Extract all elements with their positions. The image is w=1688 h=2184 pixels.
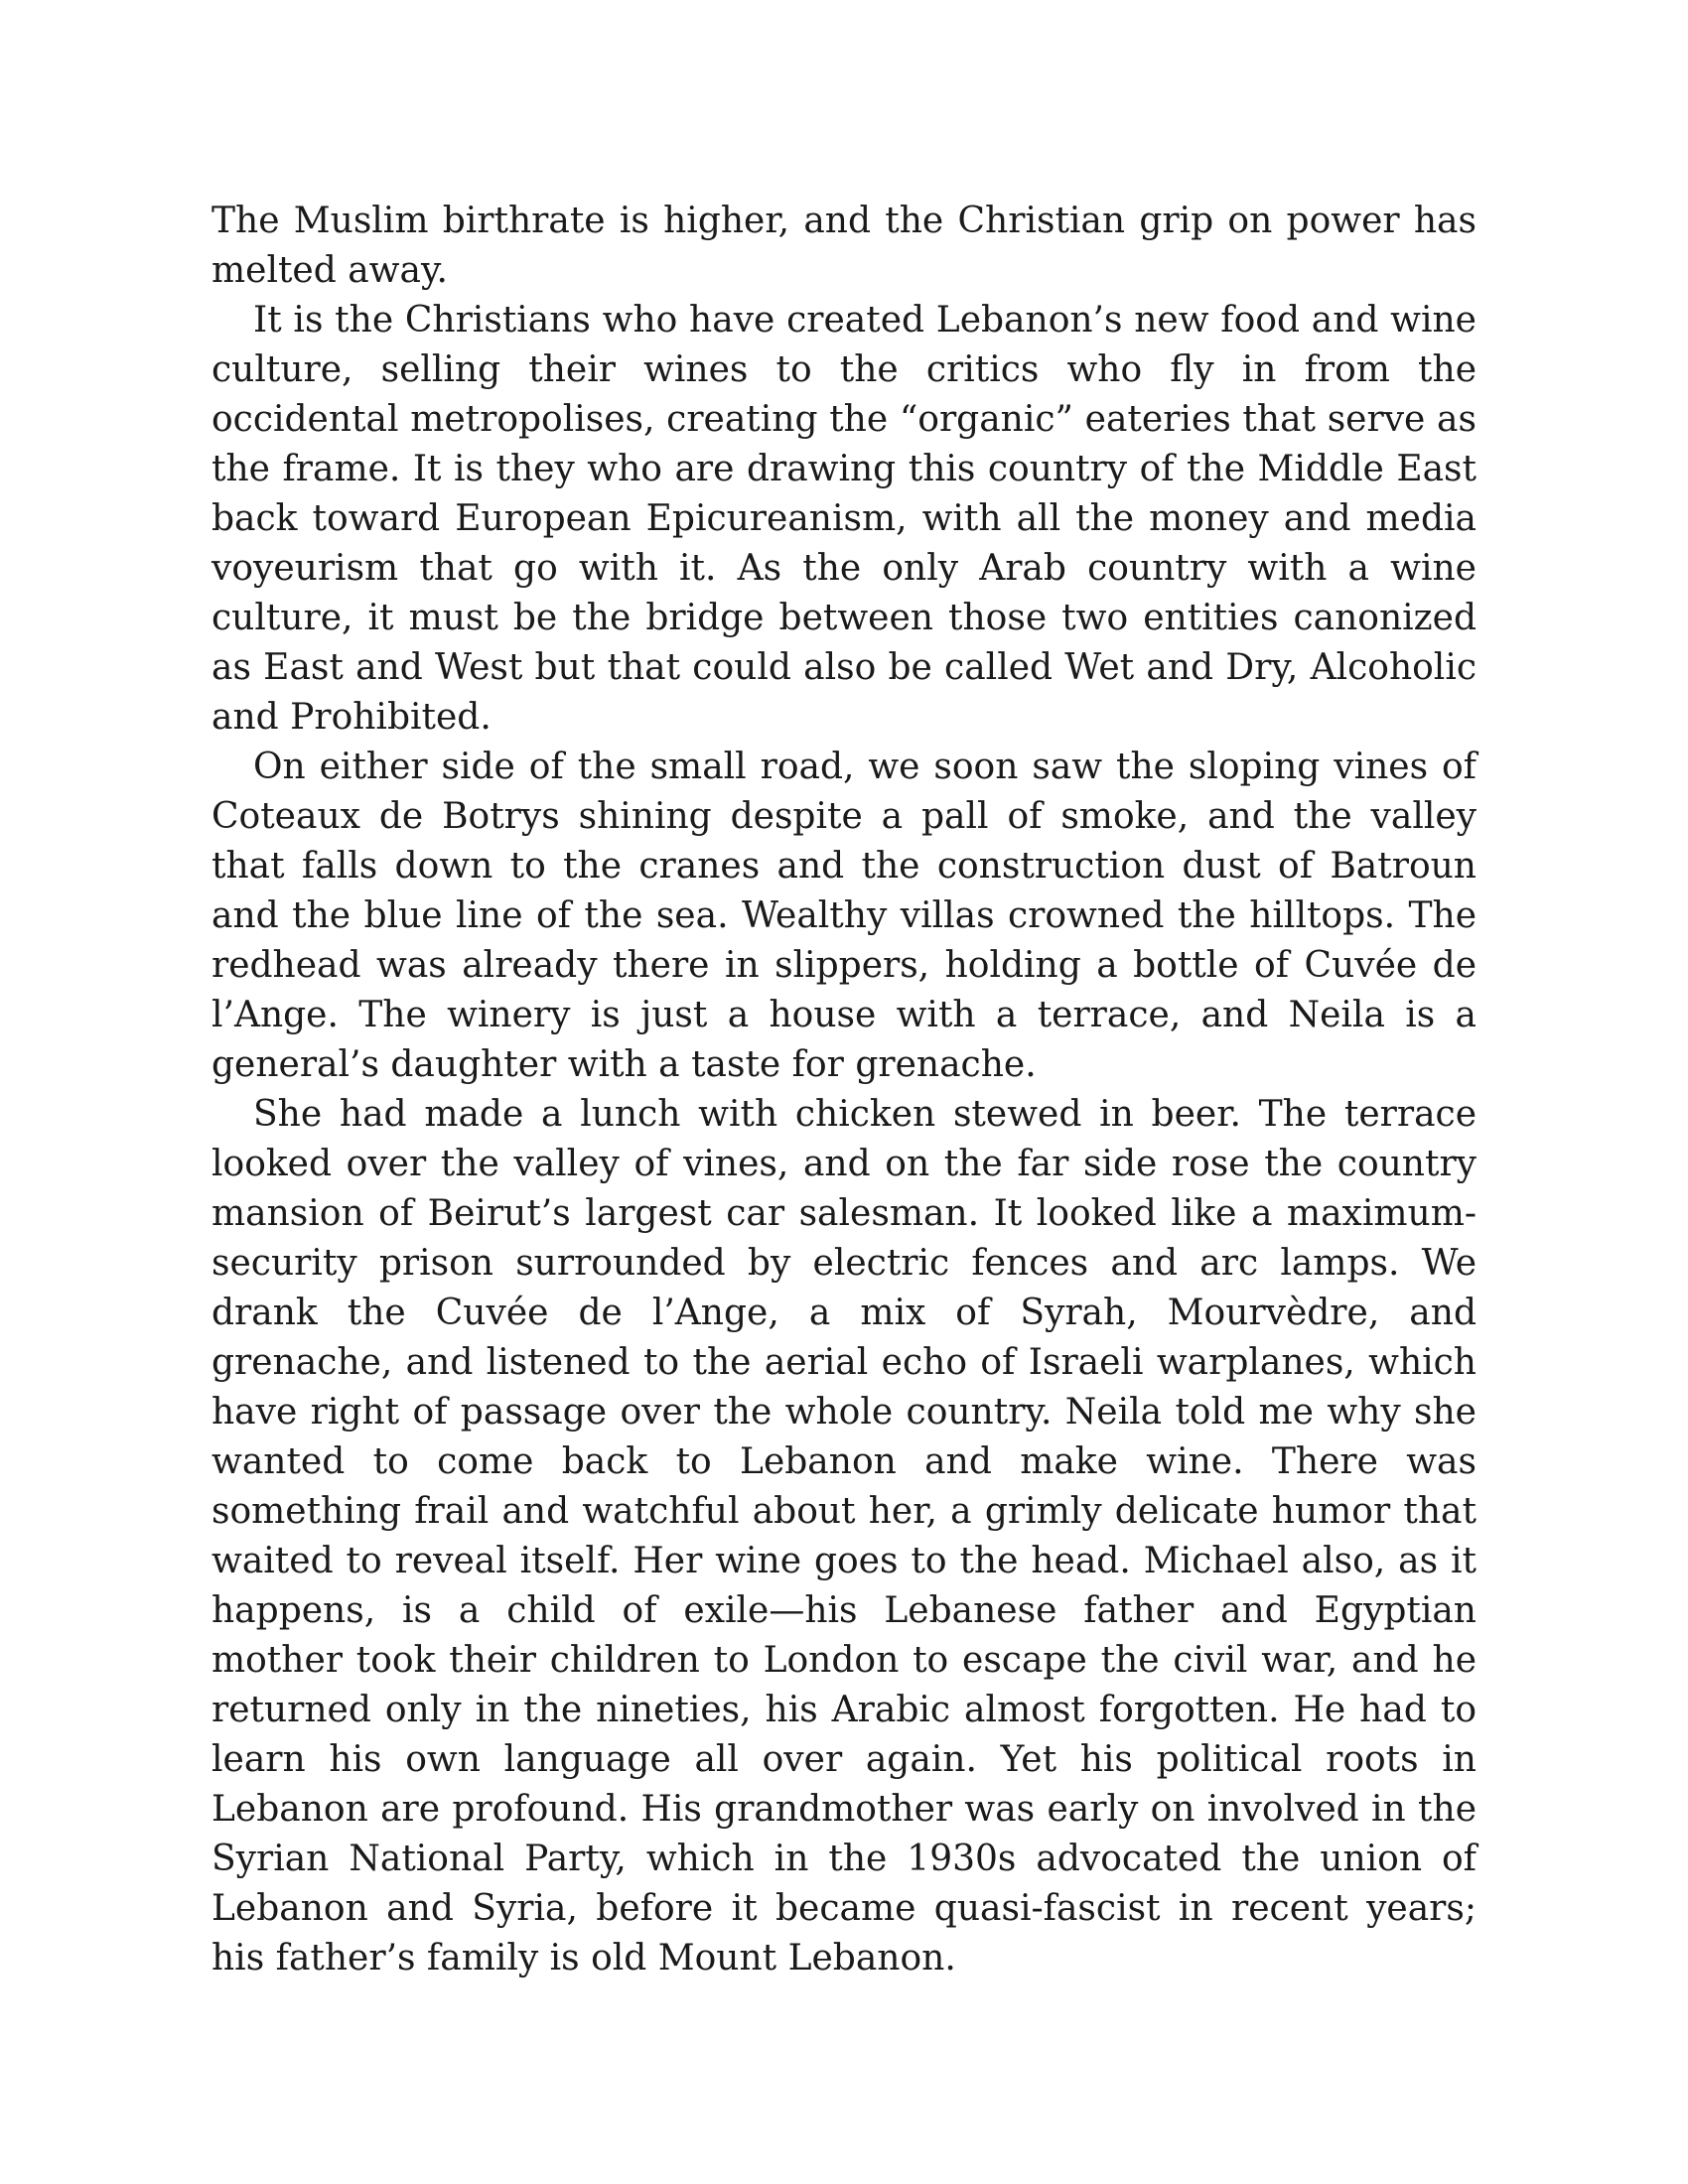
paragraph-4: She had made a lunch with chicken stewed in beer. The terrace looked over the valley of vines, and on the far side rose the country mansion of Beirut’s largest car salesman. It looked like a maximum-security prison surrounded by electric fences and arc lamps. We drank the Cuvée de l’Ange, a mix of Syrah, Mourvèdre, and grenache, and listened to the aerial echo of Israeli warplanes, which have right of passage over the whole country. Neila told me why she wanted to come back to Lebanon and make wine. There was something frail and watchful about her, a grimly delicate humor that waited to reveal itself. Her wine goes to the head. Michael also, as it happens, is a child of exile—his Lebanese father and Egyptian mother took their children to London to escape the civil war, and he returned only in the nineties, his Arabic almost forgotten. He had to learn his own language all over again. Yet his political roots in Lebanon are profound. His grandmother was early on involved in the Syrian National Party, which in the 1930s advocated the union of Lebanon and Syria, before it became quasi-fascist in recent years; his father’s family is old Mount Lebanon. [211, 1094, 1477, 1979]
paragraph-2: It is the Christians who have created Lebanon’s new food and wine culture, selling their wines to the critics who fly in from the occidental metropolises, creating the “organic” eateries that serve as the frame. It is they who are drawing this country of the Middle East back toward European Epicureanism, with all the money and media voyeurism that go with it. As the only Arab country with a wine culture, it must be the bridge between those two entities canonized as East and West but that could also be called Wet and Dry, Alcoholic and Prohibited. [211, 300, 1477, 738]
paragraph-1: The Muslim birthrate is higher, and the Christian grip on power has melted away. [211, 201, 1477, 291]
paragraph-3: On either side of the small road, we soon saw the sloping vines of Coteaux de Botrys shining despite a pall of smoke, and the valley that falls down to the cranes and the construction dust of Batroun and the blue line of the sea. Wealthy villas crowned the hilltops. The redhead was already there in slippers, holding a bottle of Cuvée de l’Ange. The winery is just a house with a terrace, and Neila is a general’s daughter with a taste for grenache. [211, 747, 1477, 1085]
page-body [211, 197, 1477, 1983]
